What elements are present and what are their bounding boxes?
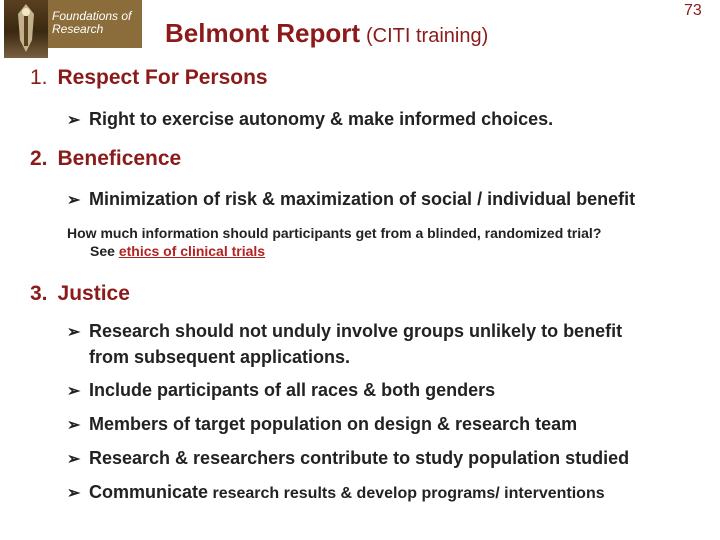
section-title: Respect For Persons <box>57 66 268 89</box>
bullet-item <box>67 107 553 133</box>
bullet-text-continued: from subsequent applications. <box>89 347 351 367</box>
bullet-item <box>67 378 495 404</box>
bullet-item <box>67 412 577 438</box>
bullet-text: Minimization of risk & maximization of social / individual benefit <box>89 189 636 209</box>
arrow-bullet-icon: ➢ <box>67 192 81 209</box>
bullet-text: Members of target population on design & research team <box>89 414 578 434</box>
arrow-bullet-icon: ➢ <box>67 112 81 129</box>
section-title: Beneficence <box>57 147 182 170</box>
bullet-text: Include participants of all races & both genders <box>89 380 496 400</box>
slide-title-sub: (CITI training) <box>366 25 489 47</box>
course-label <box>52 10 131 36</box>
slide-title <box>165 18 488 49</box>
university-seal-icon <box>4 0 48 58</box>
bullet-item <box>67 480 605 506</box>
slide-title-main: Belmont Report <box>165 18 360 48</box>
section-number: 3. <box>30 282 48 305</box>
bullet-item <box>67 319 622 369</box>
ethics-clinical-trials-link[interactable]: ethics of clinical trials <box>118 243 266 259</box>
section-heading-beneficence <box>30 147 181 171</box>
section-number: 2. <box>30 147 48 170</box>
note-question: How much information should participants get from a blinded, randomized trial? <box>67 225 602 241</box>
bullet-text-rest: research results & develop programs/ interventions <box>208 485 605 502</box>
section-heading-justice <box>30 282 130 306</box>
section-title: Justice <box>57 282 130 305</box>
bullet-text-lead: Communicate <box>89 482 209 502</box>
section-heading-respect <box>30 66 268 90</box>
arrow-bullet-icon: ➢ <box>67 451 81 468</box>
bullet-item <box>67 187 635 213</box>
section-number: 1. <box>30 66 48 89</box>
course-label-line2: Research <box>52 22 104 36</box>
discussion-note <box>67 224 601 260</box>
bullet-text: Right to exercise autonomy & make informed choices. <box>89 109 554 129</box>
arrow-bullet-icon: ➢ <box>67 485 81 502</box>
arrow-bullet-icon: ➢ <box>67 383 81 400</box>
arrow-bullet-icon: ➢ <box>67 324 81 341</box>
page-number: 73 <box>684 2 702 19</box>
bullet-text: Research & researchers contribute to study population studied <box>89 448 630 468</box>
bullet-text: Research should not unduly involve groups unlikely to benefit <box>89 321 623 341</box>
note-see: See <box>90 243 115 259</box>
course-label-line1: Foundations of <box>52 9 132 23</box>
arrow-bullet-icon: ➢ <box>67 417 81 434</box>
bullet-item <box>67 446 629 472</box>
